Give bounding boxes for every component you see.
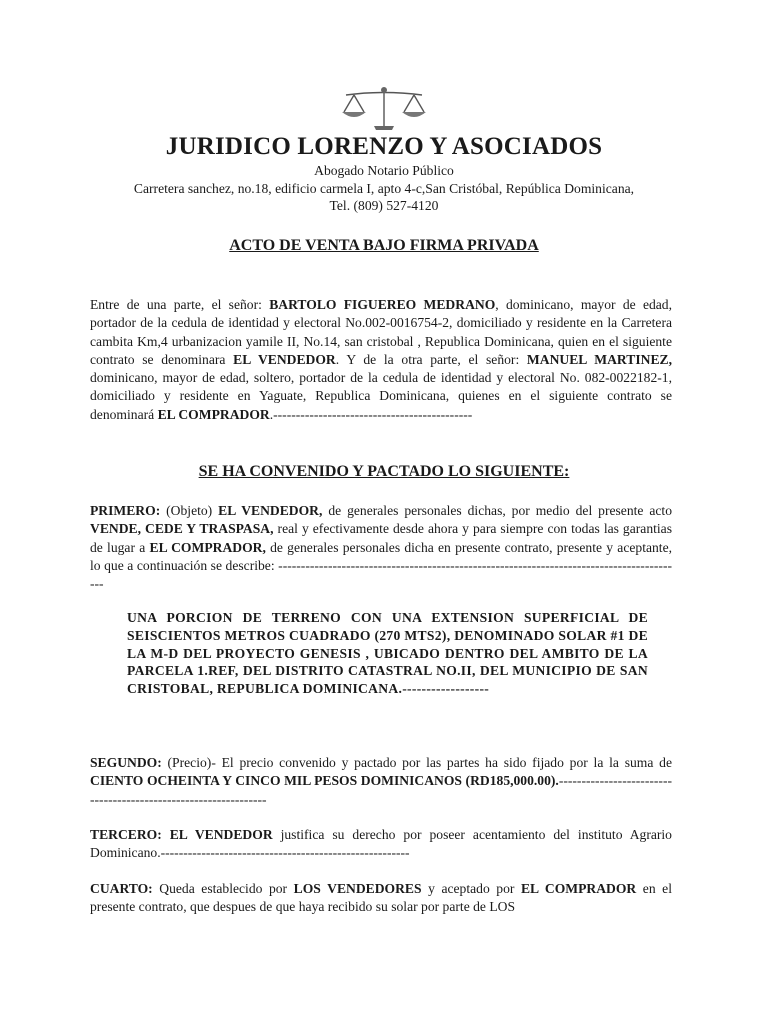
document-title: ACTO DE VENTA BAJO FIRMA PRIVADA <box>229 237 539 254</box>
sellers-role: LOS VENDEDORES <box>293 881 422 896</box>
clause-text: ---------------------------------------------------------------- <box>90 773 672 807</box>
buyer-role: EL COMPRADOR, <box>149 539 266 555</box>
seller-role: EL VENDEDOR <box>169 827 273 842</box>
clause-text: real y efectivamente desde ahora y para siempre con todas las garantias de lugar a <box>90 521 673 555</box>
clause-text: de generales personales dicha en presente contrato, presente y aceptante, lo que a continuación se describe: ------------------------------------------------------------------------------------------ <box>90 539 673 592</box>
clause-segundo <box>90 754 672 809</box>
clause-label: TERCERO: <box>90 827 162 842</box>
letterhead <box>0 132 768 215</box>
agreement-heading: SE HA CONVENIDO Y PACTADO LO SIGUIENTE: <box>198 463 570 480</box>
firm-subtitle: Abogado Notario Público <box>314 163 454 178</box>
clause-tercero <box>90 826 672 863</box>
clause-label: CUARTO: <box>90 881 153 896</box>
clause-label: PRIMERO: <box>90 503 161 518</box>
clause-cuarto <box>90 880 672 917</box>
sale-verbs: VENDE, CEDE Y TRASPASA, <box>90 521 274 537</box>
scales-of-justice-icon <box>336 86 432 132</box>
intro-text-3: . Y de la otra parte, el señor: <box>335 351 527 367</box>
property-description: UNA PORCION DE TERRENO CON UNA EXTENSION SUPERFICIAL DE SEISCIENTOS METROS CUADRADO (270 MTS2), DENOMINADO SOLAR #1 DE LA M-D DEL PROYECTO GENESIS , UBICADO DENTRO DEL AMBITO DE LA PARCELA 1.REF, DEL DISTRITO CATASTRAL NO.II, DEL MUNICIPIO DE SAN CRISTOBAL, REPUBLICA DOMINICANA.------------------ <box>127 610 648 697</box>
clause-text: y aceptado por <box>421 881 521 896</box>
clause-primero <box>90 502 672 593</box>
firm-phone: Tel. (809) 527-4120 <box>329 198 439 213</box>
clause-text: (Objeto) <box>160 503 219 518</box>
clause-text: en el presente contrato, que despues de que haya recibido su solar por parte de LOS <box>90 881 672 915</box>
firm-address: Carretera sanchez, no.18, edificio carmela I, apto 4-c,San Cristóbal, República Dominicana, <box>133 180 635 196</box>
seller-name: BARTOLO FIGUEREO MEDRANO <box>269 297 496 312</box>
buyer-name: MANUEL MARTINEZ, <box>526 351 672 367</box>
intro-text-2: , dominicano, mayor de edad, portador de la cedula de identidad y electoral No.002-0016754-2, domiciliado y residente en la Carretera cambita Km,4 urbanizacion yamile II, No.14, san cristobal , Republica Dominicana, quien en el siguiente contrato se denominara <box>90 297 673 367</box>
buyer-role: EL COMPRADOR <box>520 881 637 896</box>
clause-text: Queda establecido por <box>152 881 294 896</box>
intro-paragraph <box>90 296 672 424</box>
sale-price: CIENTO OCHEINTA Y CINCO MIL PESOS DOMINICANOS (RD185,000.00). <box>90 773 559 789</box>
clause-text: justifica su derecho por poseer acentamiento del instituto Agrario Dominicano.------------------------------------------------------- <box>90 827 672 861</box>
clause-text: (Precio)- El precio convenido y pactado por las partes ha sido fijado por la la suma de <box>161 755 672 770</box>
firm-name: JURIDICO LORENZO Y ASOCIADOS <box>165 133 603 160</box>
intro-text-4: dominicano, mayor de edad, soltero, portador de la cedula de identidad y electoral No. 082-0022182-1, domiciliado y residente en Yaguate, Republica Dominicana, quienes en el siguiente contrato se denominará <box>90 370 672 422</box>
intro-text-1: Entre de una parte, el señor: <box>90 297 270 312</box>
clause-label: SEGUNDO: <box>90 755 162 770</box>
buyer-role: EL COMPRADOR <box>157 406 270 422</box>
intro-text-5: .-------------------------------------------- <box>269 406 473 422</box>
seller-role: EL VENDEDOR, <box>218 503 323 518</box>
seller-role: EL VENDEDOR <box>233 351 336 367</box>
clause-text: de generales personales dichas, por medio del presente acto <box>322 503 673 518</box>
